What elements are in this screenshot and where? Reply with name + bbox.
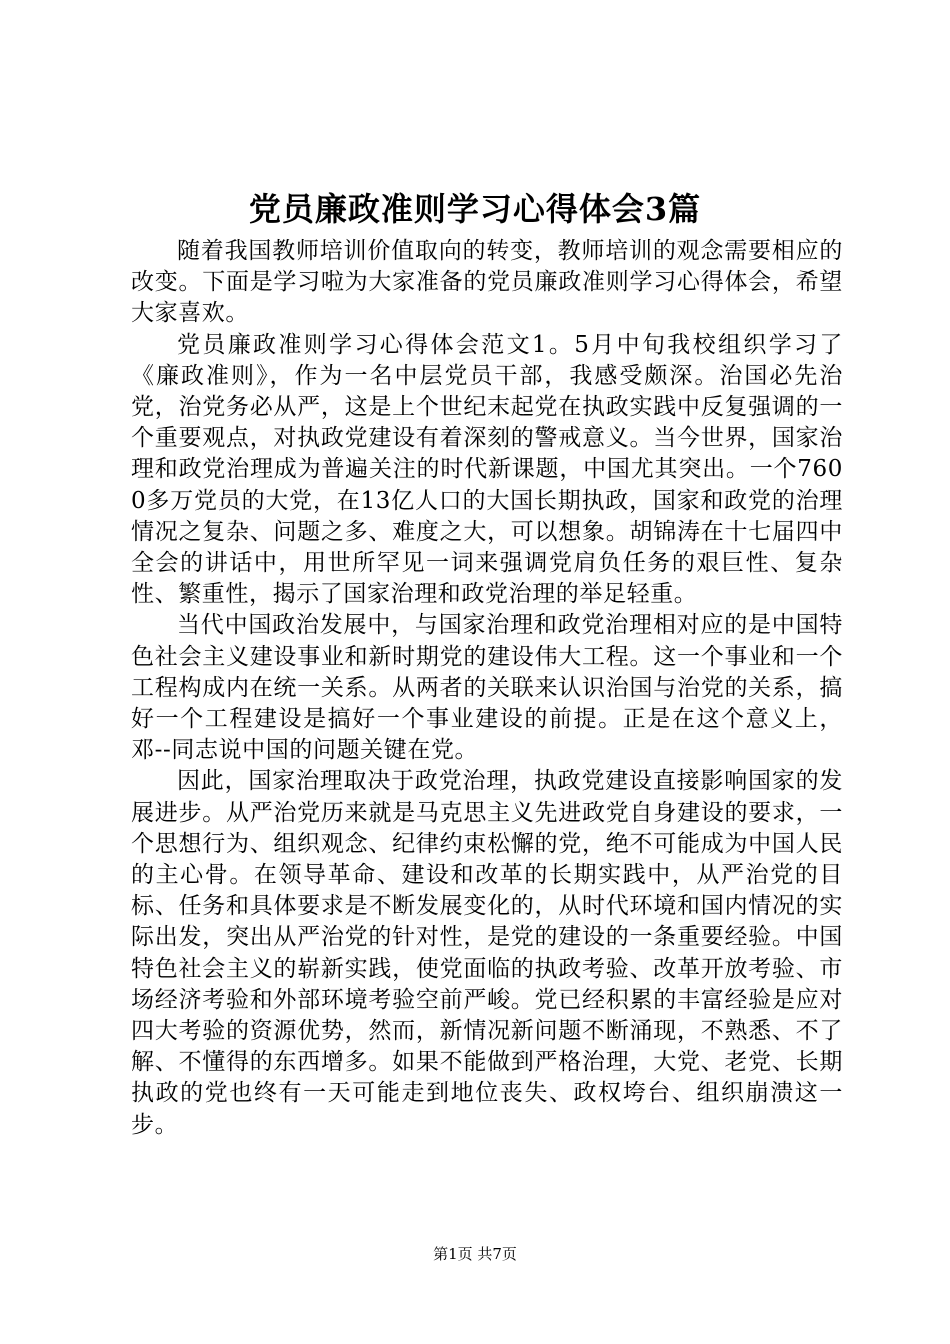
paragraph-development: 当代中国政治发展中，与国家治理和政党治理相对应的是中国特色社会主义建设事业和新时期党的建设伟大工程。这一个事业和一个工程构成内在统一关系。从两者的关联来认识治国与治党的关系，搞好一个工程建设是搞好一个事业建设的前提。正是在这个意义上，邓--同志说中国的问题关键在党。 [131,612,843,764]
paragraph-sample-1: 党员廉政准则学习心得体会范文1。5月中旬我校组织学习了《廉政准则》，作为一名中层党员干部，我感受颇深。治国必先治党，治党务必从严，这是上个世纪末起党在执政实践中反复强调的一个重要观点，对执政党建设有着深刻的警戒意义。当今世界，国家治理和政党治理成为普遍关注的时代新课题，中国尤其突出。一个7600多万党员的大党，在13亿人口的大国长期执政，国家和政党的治理情况之复杂、问题之多、难度之大，可以想象。胡锦涛在十七届四中全会的讲话中，用世所罕见一词来强调党肩负任务的艰巨性、复杂性、繁重性，揭示了国家治理和政党治理的举足轻重。 [131,331,843,608]
document-title: 党员廉政准则学习心得体会3篇 [248,190,702,228]
document-body [131,236,843,1141]
paragraph-governance: 因此，国家治理取决于政党治理，执政党建设直接影响国家的发展进步。从严治党历来就是马克思主义先进政党自身建设的要求，一个思想行为、组织观念、纪律约束松懈的党，绝不可能成为中国人民的主心骨。在领导革命、建设和改革的长期实践中，从严治党的目标、任务和具体要求是不断发展变化的，从时代环境和国内情况的实际出发，突出从严治党的针对性，是党的建设的一条重要经验。中国特色社会主义的崭新实践，使党面临的执政考验、改革开放考验、市场经济考验和外部环境考验空前严峻。党已经积累的丰富经验是应对四大考验的资源优势，然而，新情况新问题不断涌现，不熟悉、不了解、不懂得的东西增多。如果不能做到严格治理，大党、老党、长期执政的党也终有一天可能走到地位丧失、政权垮台、组织崩溃这一步。 [131,768,843,1138]
page-footer: 第1页 共7页 [433,1245,517,1263]
paragraph-intro: 随着我国教师培训价值取向的转变，教师培训的观念需要相应的改变。下面是学习啦为大家准备的党员廉政准则学习心得体会，希望大家喜欢。 [131,238,843,327]
